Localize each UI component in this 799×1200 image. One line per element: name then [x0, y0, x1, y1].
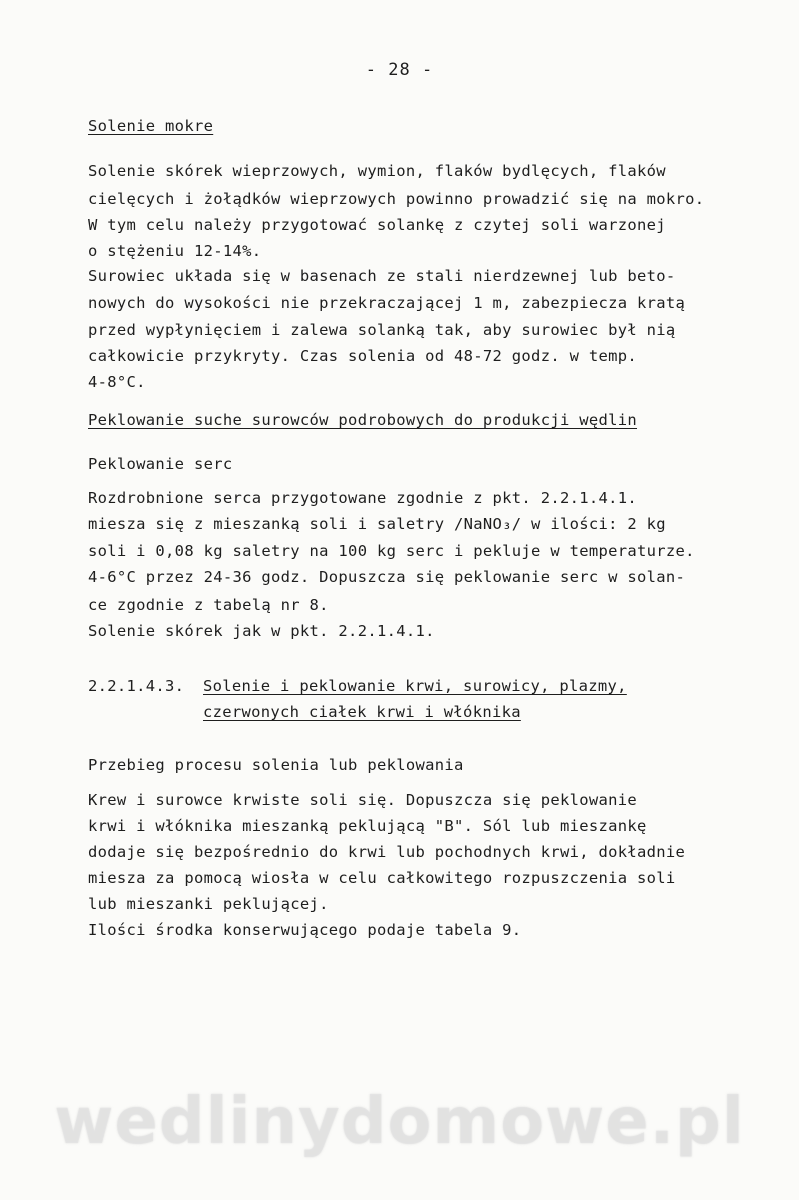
paragraph-line: soli i 0,08 kg saletry na 100 kg serc i pekluje w temperaturze. — [88, 542, 695, 560]
paragraph-line: 4-8°C. — [88, 373, 146, 391]
paragraph-line: krwi i włóknika mieszanką peklującą "B". Sól lub mieszankę — [88, 817, 647, 835]
page-number: - 28 - — [365, 60, 434, 80]
subsection-title: Peklowanie serc — [88, 455, 233, 473]
paragraph-line: Solenie skórek jak w pkt. 2.2.1.4.1. — [88, 622, 435, 640]
section-number: 2.2.1.4.3. — [88, 677, 185, 695]
paragraph-line: Krew i surowce krwiste soli się. Dopuszcza się peklowanie — [88, 791, 638, 809]
paragraph-line: całkowicie przykryty. Czas solenia od 48-72 godz. w temp. — [88, 347, 638, 365]
paragraph-line: 4-6°C przez 24-36 godz. Dopuszcza się peklowanie serc w solan- — [88, 568, 686, 586]
paragraph-line: przed wypłynięciem i zalewa solanką tak, aby surowiec był nią — [88, 321, 676, 339]
paragraph-line: nowych do wysokości nie przekraczającej 1 m, zabezpiecza kratą — [88, 294, 686, 312]
paragraph-line: lub mieszanki peklującej. — [88, 895, 329, 913]
paragraph-line: miesza za pomocą wiosła w celu całkowitego rozpuszczenia soli — [88, 869, 676, 887]
paragraph-line: Ilości środka konserwującego podaje tabela 9. — [88, 921, 522, 939]
paragraph-line: miesza się z mieszanką soli i saletry /NaNO₃/ w ilości: 2 kg — [88, 515, 666, 533]
section-title-peklowanie-suche: Peklowanie suche surowców podrobowych do produkcji wędlin — [88, 411, 638, 429]
paragraph-line: dodaje się bezpośrednio do krwi lub pochodnych krwi, dokładnie — [88, 843, 686, 861]
section-title-solenie-mokre: Solenie mokre — [88, 117, 214, 135]
paragraph-line: Solenie skórek wieprzowych, wymion, flaków bydlęcych, flaków — [88, 162, 666, 180]
paragraph-line: cielęcych i żołądków wieprzowych powinno prowadzić się na mokro. — [88, 190, 705, 208]
paragraph-line: W tym celu należy przygotować solankę z czytej soli warzonej — [88, 216, 666, 234]
subsection-title: Przebieg procesu solenia lub peklowania — [88, 756, 464, 774]
paragraph-line: ce zgodnie z tabelą nr 8. — [88, 596, 329, 614]
paragraph-line: Rozdrobnione serca przygotowane zgodnie z pkt. 2.2.1.4.1. — [88, 489, 638, 507]
paragraph-line: Surowiec układa się w basenach ze stali nierdzewnej lub beto- — [88, 267, 676, 285]
watermark: wedlinydomowe.pl — [54, 1085, 745, 1159]
section-title-krew-line2: czerwonych ciałek krwi i włóknika — [203, 703, 521, 721]
paragraph-line: o stężeniu 12-14%. — [88, 242, 262, 260]
section-title-krew-line1: Solenie i peklowanie krwi, surowicy, plazmy, — [203, 677, 627, 695]
